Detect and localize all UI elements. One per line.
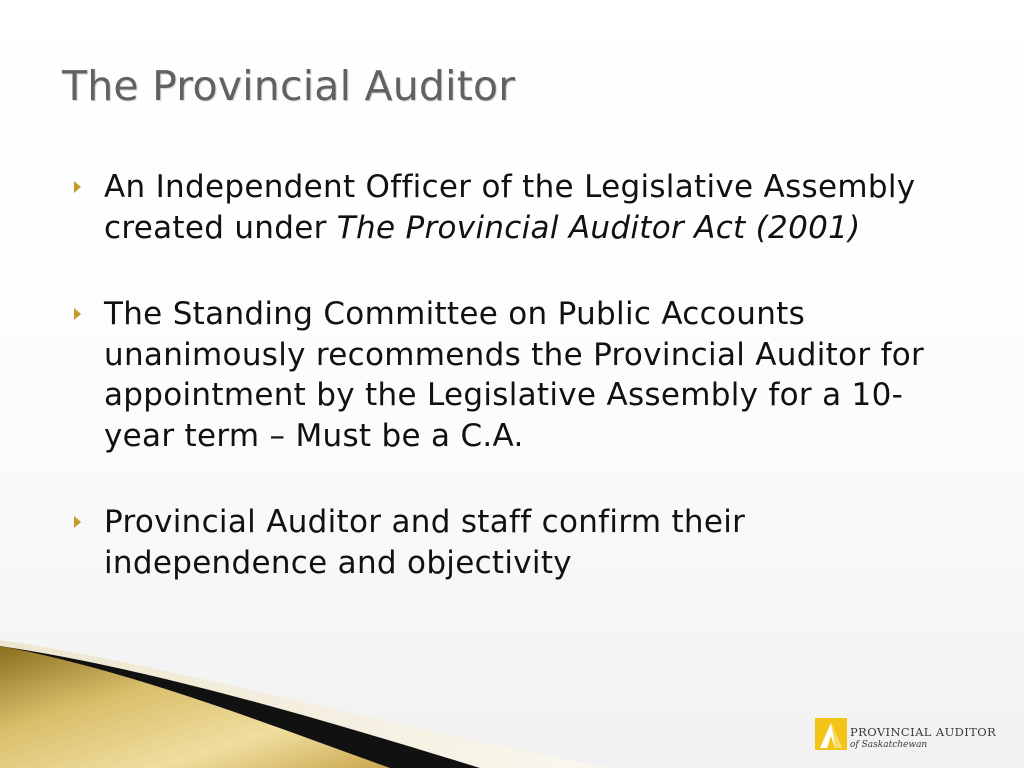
- logo-emblem-icon: [815, 718, 847, 750]
- slide-title: The Provincial Auditor: [62, 62, 516, 110]
- bullet-item: [72, 294, 962, 456]
- bullet-text: Provincial Auditor and staff confirm their independence and objectivity: [104, 504, 746, 581]
- bullet-text: [104, 169, 915, 246]
- bullet-text-regular: An Independent Officer of the Legislative Assembly created under: [104, 169, 916, 246]
- provincial-auditor-logo: [815, 718, 997, 754]
- bullet-item: [72, 502, 962, 583]
- logo-subtitle: of Saskatchewan: [850, 740, 928, 750]
- swoosh-gold-band: [0, 646, 390, 768]
- bullet-text-italic: The Provincial Auditor Act (2001): [336, 209, 861, 246]
- decorative-swoosh: [0, 640, 620, 768]
- bullet-arrow-icon: [74, 308, 81, 320]
- bullet-list: [72, 167, 962, 629]
- bullet-item: [72, 167, 962, 248]
- bullet-arrow-icon: [74, 516, 81, 528]
- bullet-arrow-icon: [74, 181, 81, 193]
- logo-name-text: PROVINCIAL AUDITOR: [850, 725, 997, 739]
- bullet-text: The Standing Committee on Public Accounts unanimously recommends the Provincial Auditor for appointment by the Legislative Assembly for a 10-year term – Must be a C.A.: [104, 296, 925, 454]
- logo-name: [850, 724, 996, 740]
